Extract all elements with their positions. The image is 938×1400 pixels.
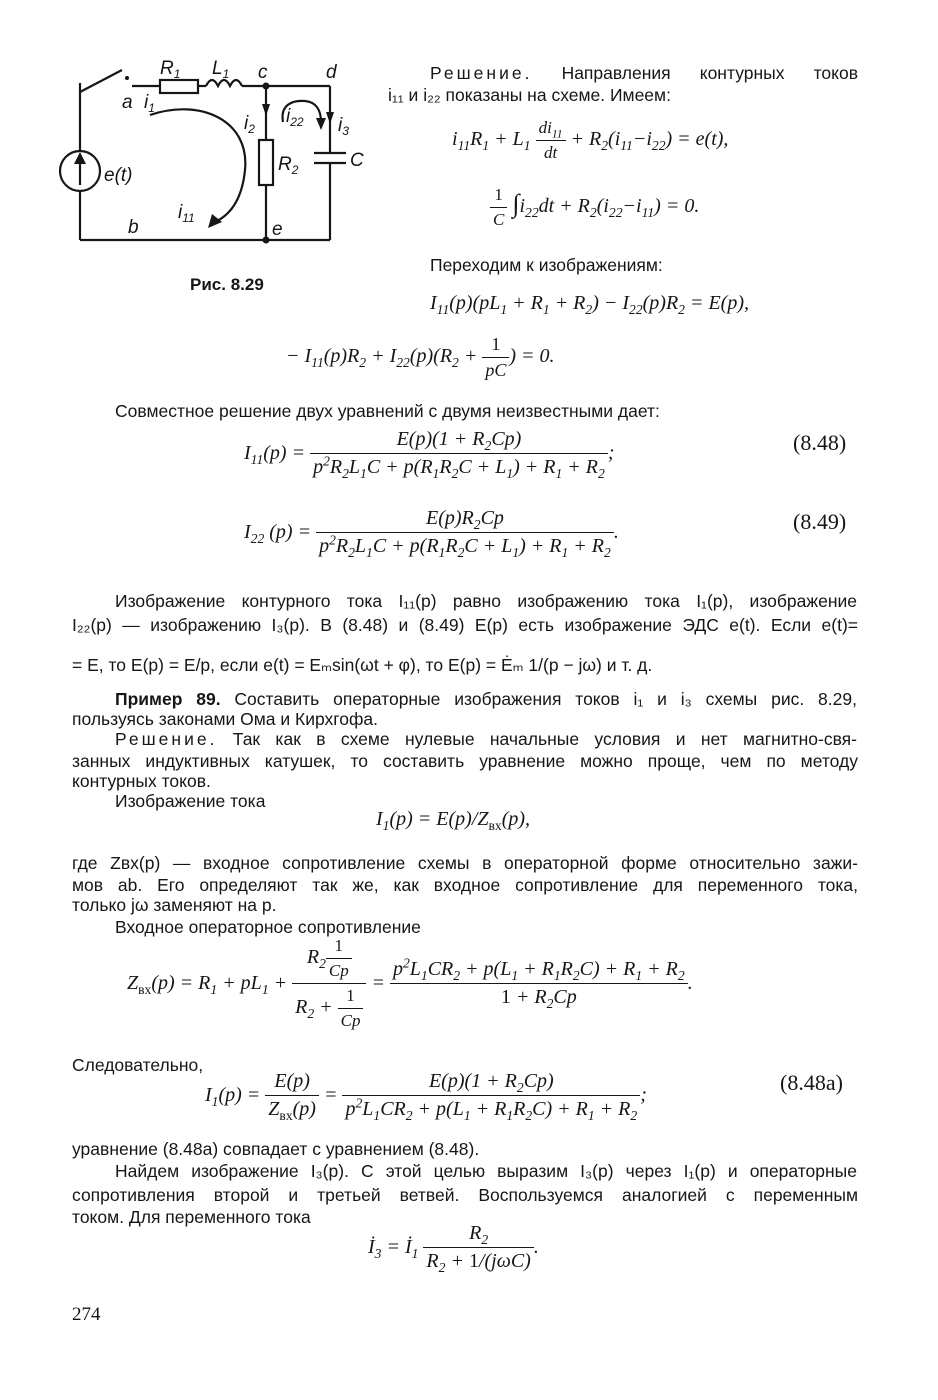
svg-text:e(t): e(t) — [104, 165, 133, 186]
equation-kvl-1: $i_{11}R_1 + L_1$ $\frac{di_{11}}{dt}$ + $R_2(i_{11}-i_{22}) = e(t)$, — [452, 118, 729, 162]
transition-text: Переходим к изображениям: — [430, 255, 663, 275]
example-line1: Пример 89. Составить операторные изображения токов i₁ и i₃ схемы рис. 8.29, — [115, 689, 857, 709]
equation-number-8-49: (8.49) — [793, 509, 847, 534]
circuit-diagram — [55, 55, 385, 260]
equation-zvx: $Z_{вх}(p) = R_1 + pL_1$ + $R_2$ $\frac{1}{Cp}$ $R_2$ + $\frac{1}{Cp}$ = $\frac{p^2L_1CR_2 + p(L_1 + R_1R_2C) + R_1 + R_2}{1 + R_2Cp}$ . — [127, 936, 693, 1030]
final-line3: током. Для переменного тока — [72, 1207, 311, 1227]
input-impedance-text: Входное операторное сопротивление — [115, 917, 421, 937]
where-line2: мов ab. Его определяют так же, как входное сопротивление для переменного тока, — [72, 875, 858, 895]
page-number: 274 — [72, 1304, 101, 1325]
svg-text:i1: $i_1$ — [144, 92, 155, 115]
svg-text:R1: $R_1$ — [160, 58, 181, 81]
equation-8-49: $I_{22}$ (p) = $\frac{E(p)R_2Cp}{p^2R_2L_1C + p(R_1R_2C + L_1) + R_1 + R_2}$ . — [244, 507, 619, 560]
solution-intro — [430, 62, 858, 84]
final-line1: Найдем изображение I₃(p). С этой целью выразим I₃(p) через I₁(p) и операторные — [115, 1161, 857, 1181]
equation-i3: $İ_3$ = $İ_1$ $\frac{R_2}{R_2 + 1/(j\omega C)}$ . — [368, 1222, 539, 1275]
equation-kvl-2: $\frac{1}{C}$ $\int i_{22}dt + R_2(i_{22}-i_{11}) = 0$. — [490, 185, 699, 230]
resistor-r2-icon — [259, 140, 273, 185]
equation-laplace-2: − $I_{11}(p)R_2 + I_{22}(p)(R_2$ + $\frac{1}{pC}$ ) = 0. — [286, 334, 555, 380]
svg-text:i3: $i_3$ — [338, 115, 349, 138]
therefore-text: Следовательно, — [72, 1055, 204, 1075]
where-line1: где Zвх(p) — входное сопротивление схемы в операторной форме относительно зажи- — [72, 853, 858, 873]
example-line2: пользуясь законами Ома и Кирхгофа. — [72, 709, 379, 729]
example-title: Пример 89. — [115, 689, 221, 709]
switch-icon — [80, 70, 122, 92]
final-line2: сопротивления второй и третьей ветвей. Воспользуемся аналогией с переменным — [72, 1185, 858, 1205]
explanation-line2: I₂₂(p) — изображению I₃(p). В (8.48) и (8.49) E(p) есть изображение ЭДС e(t). Если e(t)= — [72, 615, 858, 635]
explanation-line3: = E, то E(p) = E/p, если e(t) = Eₘsin(ωt + φ), то E(p) = Ėₘ 1/(p − jω) и т. д. — [72, 655, 653, 675]
svg-text:i22: $i_{22}$ — [286, 106, 304, 129]
solution-intro-line2: i₁₁ и i₂₂ показаны на схеме. Имеем: — [388, 85, 671, 105]
solution-heading: Решение. — [430, 63, 533, 83]
example-solution-line1: Решение. Так как в схеме нулевые начальные условия и нет магнитно-свя- — [115, 729, 857, 749]
svg-text:C: C — [350, 150, 364, 171]
resistor-r1-icon — [160, 80, 198, 93]
svg-text:b: b — [128, 217, 139, 238]
where-line3: только jω заменяют на p. — [72, 895, 277, 915]
explanation-line1: Изображение контурного тока I₁₁(p) равно изображению тока I₁(p), изображение — [115, 591, 857, 611]
svg-text:i2: $i_2$ — [244, 113, 255, 136]
equation-8-48a: $I_1(p)$ = $\frac{E(p)}{Z_{вх}(p)}$ = $\frac{E(p)(1 + R_2Cp)}{p^2L_1CR_2 + p(L_1 + R_1R_2C) + R_1 + R_2}$ ; — [205, 1070, 647, 1123]
svg-text:i11: $i_{11}$ — [178, 202, 195, 225]
example-solution-line2: занных индуктивных катушек, то составить уравнение можно проще, чем по методу — [72, 751, 858, 771]
equation-number-8-48: (8.48) — [793, 430, 847, 455]
svg-text:d: d — [326, 62, 337, 83]
solution-intro-line1: Направления контурных токов — [561, 63, 858, 83]
svg-text:a: a — [122, 92, 133, 113]
equation-8-48: $I_{11}(p)$ = $\frac{E(p)(1 + R_2Cp)}{p^2R_2L_1C + p(R_1R_2C + L_1) + R_1 + R_2}$ ; — [244, 428, 615, 481]
equation-number-8-48a: (8.48a) — [780, 1070, 843, 1095]
svg-text:c: c — [258, 62, 268, 83]
coincides-text: уравнение (8.48a) совпадает с уравнением (8.48). — [72, 1139, 480, 1159]
svg-text:R2: $R_2$ — [278, 154, 299, 177]
joint-solution-text: Совместное решение двух уравнений с двумя неизвестными дает: — [115, 401, 660, 421]
svg-text:L1: $L_1$ — [212, 58, 230, 81]
svg-text:e: e — [272, 219, 283, 240]
example-solution-line3: контурных токов. — [72, 771, 211, 791]
figure-caption: Рис. 8.29 — [190, 275, 264, 294]
current-image-text: Изображение тока — [115, 791, 266, 811]
equation-i1: $I_1(p) = E(p)/Z_{вх}(p)$, — [376, 808, 531, 833]
equation-laplace-1: $I_{11}(p)(pL_1 + R_1 + R_2) - I_{22}(p)R_2 = E(p)$, — [430, 292, 750, 317]
